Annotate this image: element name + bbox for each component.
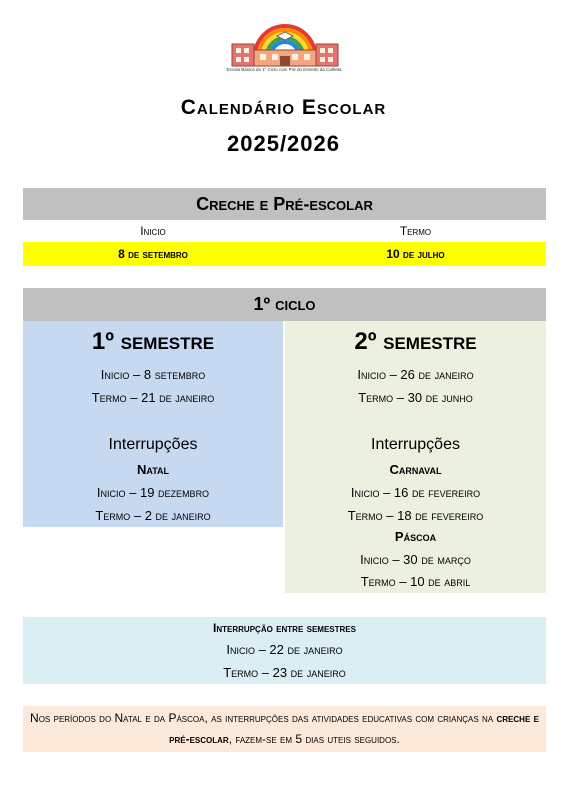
creche-start-date: 8 de setembro (118, 247, 188, 261)
pascoa-end: Termo – 10 de abril (360, 574, 471, 589)
natal-label: Natal (136, 462, 170, 477)
creche-end-date: 10 de julho (386, 247, 445, 261)
page-title: Calendário Escolar (180, 96, 387, 119)
carnaval-start: Inicio – 16 de fevereiro (350, 485, 481, 500)
note-part1: Nos períodos do Natal e da Páscoa, as interrupções das atividades educativas com crianças na (30, 711, 497, 725)
semester1-start: Inicio – 8 setembro (100, 367, 206, 382)
semester1-interruptions-label: Interrupções (108, 436, 198, 453)
pascoa-start: Inicio – 30 de março (360, 552, 471, 567)
ciclo-header: 1º ciclo (23, 288, 546, 321)
natal-start: Inicio – 19 dezembro (96, 485, 210, 500)
creche-end-label: Termo (399, 224, 432, 238)
semester1-end: Termo – 21 de janeiro (91, 390, 215, 405)
semester2-interruptions-label: Interrupções (371, 436, 460, 453)
pascoa-label: Páscoa (394, 529, 437, 544)
carnaval-end: Termo – 18 de fevereiro (347, 508, 484, 523)
logo-caption: Escola Básica do 1º Ciclo com Pré do Estreito da Calheta (226, 67, 342, 72)
note-text (30, 708, 539, 750)
carnaval-label: Carnaval (389, 462, 442, 477)
creche-start-label: Inicio (140, 224, 166, 238)
semester2-end: Termo – 30 de junho (358, 390, 473, 405)
between-semesters-title: Interrupção entre semestres (213, 621, 356, 635)
natal-end: Termo – 2 de janeiro (95, 508, 211, 523)
between-semesters-start: Inicio – 22 de janeiro (226, 642, 343, 657)
semester2-title: 2º semestre (354, 328, 477, 355)
school-year: 2025/2026 (227, 131, 340, 156)
note-part2: , fazem-se em 5 dias uteis seguidos. (228, 732, 400, 746)
semester2-start: Inicio – 26 de janeiro (357, 367, 474, 382)
between-semesters-end: Termo – 23 de janeiro (223, 665, 346, 680)
note-bold: creche e pré-escolar (169, 711, 539, 746)
semester1-title: 1º semestre (91, 328, 215, 355)
creche-header: Creche e Pré-escolar (23, 188, 546, 220)
